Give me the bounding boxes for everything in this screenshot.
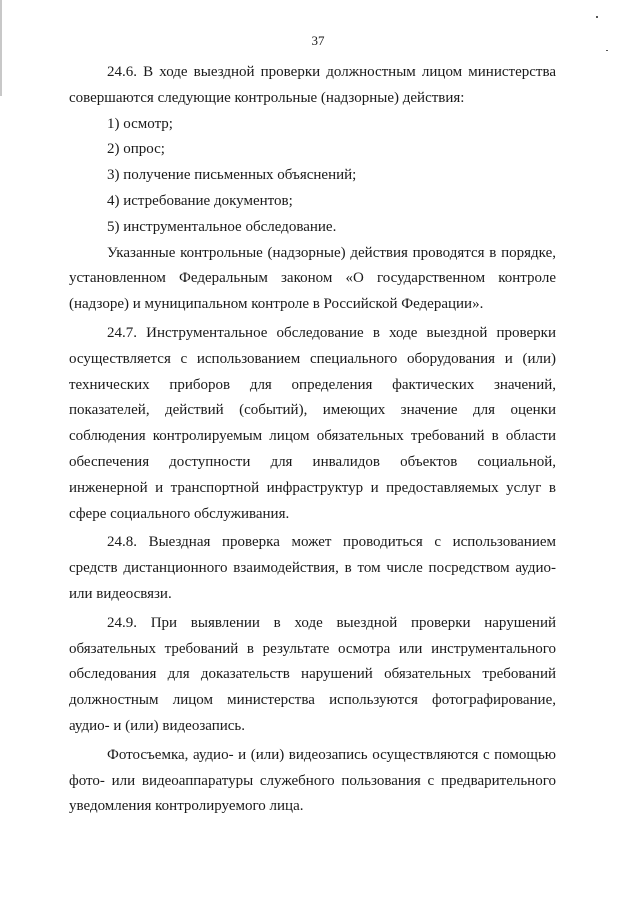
list-item-instrumental-examination: 5) инструментальное обследование. xyxy=(107,218,337,235)
list-item-inspection: 1) осмотр; xyxy=(107,115,173,132)
list-item-survey: 2) опрос; xyxy=(107,141,165,158)
paragraph-24-8: 24.8. Выездная проверка может проводиться с использованием средств дистанционного взаимодействия, в том числе посредством аудио- или видеосвязи. xyxy=(69,534,556,602)
page-number: 37 xyxy=(311,33,325,48)
paragraph-photo-video: Фотосъемка, аудио- и (или) видеозапись осуществляются с помощью фото- или видеоаппаратуры служебного пользования с предварительного уведомления контролируемого лица. xyxy=(69,746,556,815)
paragraph-procedure-reference: Указанные контрольные (надзорные) действия проводятся в порядке, установленном Федеральным законом «О государственном контроле (надзоре) и муниципальном контроле в Российской Федерации». xyxy=(69,244,556,313)
document-body xyxy=(69,60,556,820)
list-item-document-request: 4) истребование документов; xyxy=(107,192,293,209)
scan-speck xyxy=(606,50,608,51)
paragraph-24-6: 24.6. В ходе выездной проверки должностным лицом министерства совершаются следующие контрольные (надзорные) действия: xyxy=(69,64,556,106)
paragraph-24-9: 24.9. При выявлении в ходе выездной проверки нарушений обязательных требований в результате осмотра или инструментального обследования для доказательств нарушений обязательных требований должностным лицом министерства используются фотографирование, аудио- и (или) видеозапись. xyxy=(69,614,556,734)
list-item-written-explanations: 3) получение письменных объяснений; xyxy=(107,167,357,184)
scan-speck xyxy=(596,16,598,18)
paragraph-24-7: 24.7. Инструментальное обследование в ходе выездной проверки осуществляется с использованием специального оборудования и (или) технических приборов для определения фактических значений, показателей, действий (событий), имеющих значение для оценки соблюдения контролируемым лицом обязательных требований в области обеспечения доступности для инвалидов объектов социальной, инженерной и транспортной инфраструктур и предоставляемых услуг в сфере социального обслуживания. xyxy=(69,324,556,522)
